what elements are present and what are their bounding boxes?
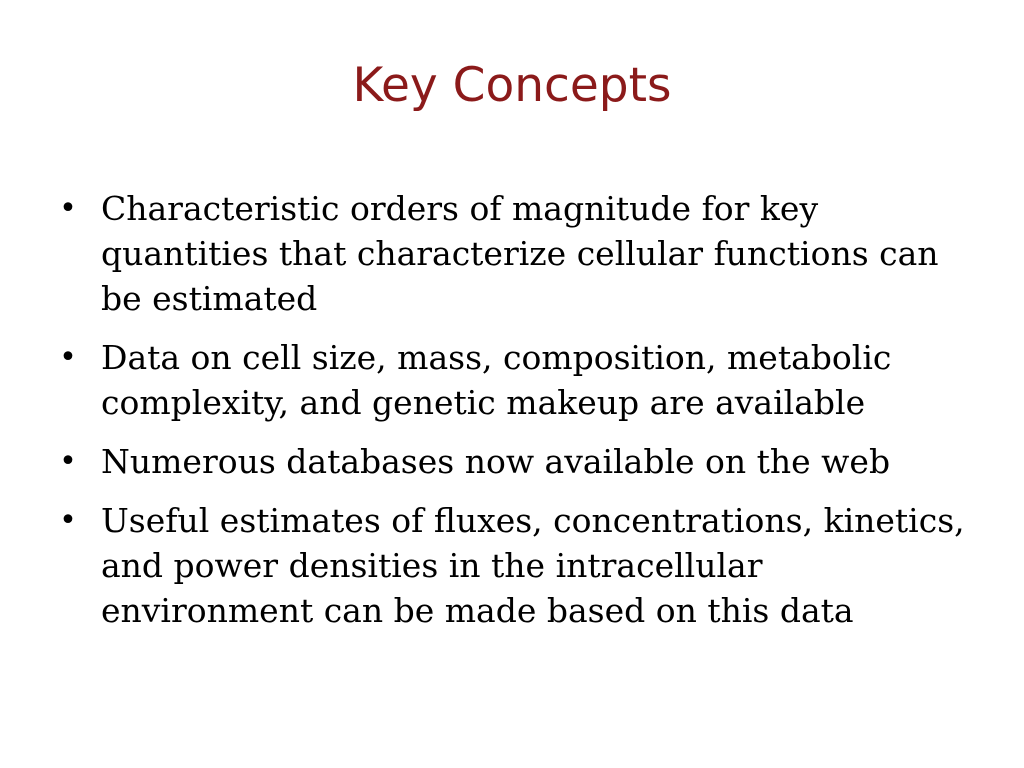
list-item	[58, 498, 978, 633]
list-item	[58, 186, 978, 321]
bullet-text: Characteristic orders of magnitude for key quantities that characterize cellular functions can be estimated	[101, 189, 939, 318]
list-item	[58, 335, 978, 425]
bullet-list	[58, 186, 978, 647]
bullet-text: Useful estimates of fluxes, concentrations, kinetics, and power densities in the intracellular environment can be made based on this data	[101, 501, 965, 630]
bullet-text: Numerous databases now available on the web	[101, 442, 891, 481]
bullet-icon: •	[59, 191, 77, 226]
list-item	[58, 439, 978, 484]
bullet-icon: •	[59, 444, 77, 479]
slide-title: Key Concepts	[352, 58, 672, 113]
bullet-icon: •	[59, 340, 77, 375]
bullet-icon: •	[59, 503, 77, 538]
bullet-text: Data on cell size, mass, composition, metabolic complexity, and genetic makeup are available	[101, 338, 892, 422]
